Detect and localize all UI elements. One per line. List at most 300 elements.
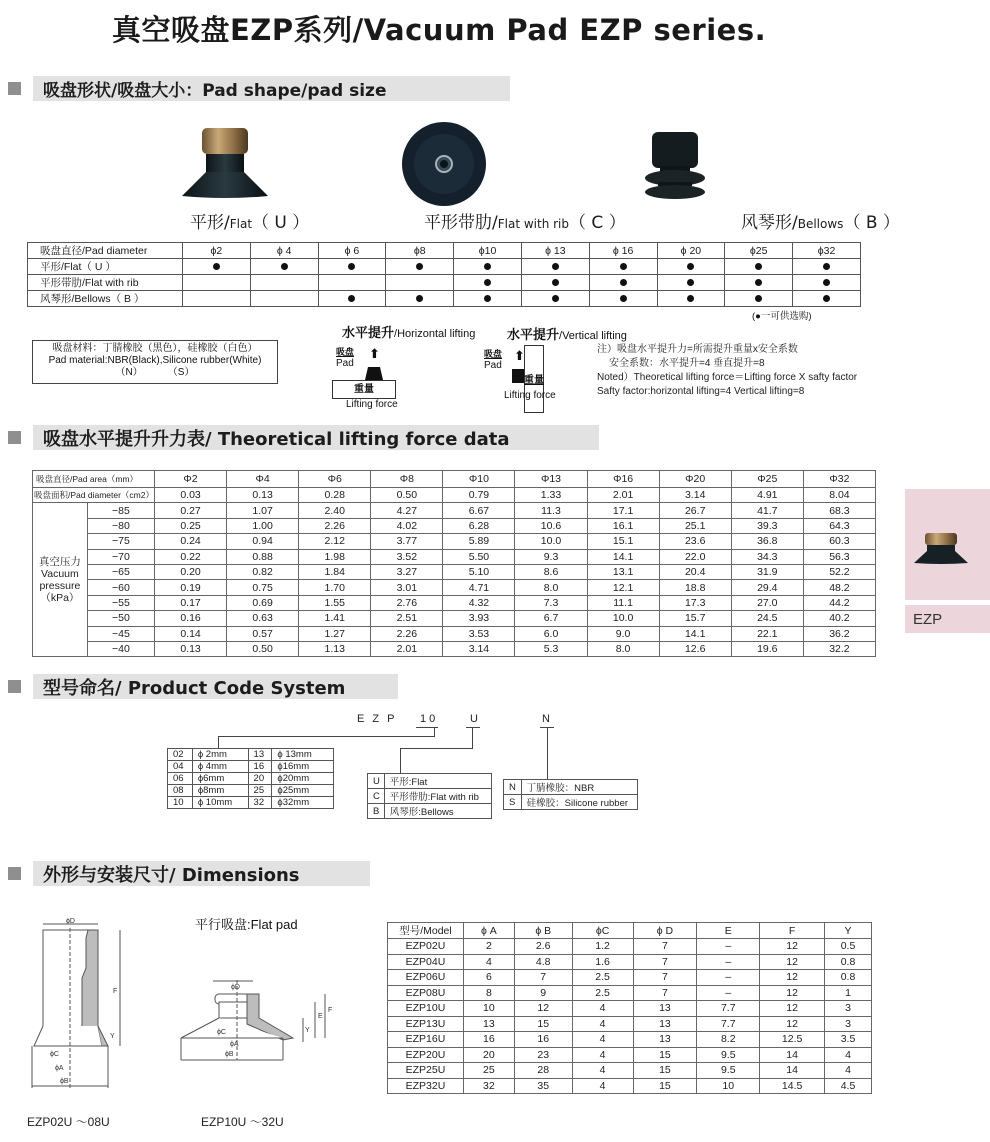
lifting-force-label: Lifting force <box>346 399 398 410</box>
available-dot-icon <box>552 279 559 286</box>
shape-code-cell: B <box>368 804 385 819</box>
svg-text:ϕD: ϕD <box>66 918 75 925</box>
dimensions-cell: 7 <box>633 939 697 955</box>
available-dot-icon <box>620 263 627 270</box>
section-header-force <box>8 425 599 450</box>
force-cell: 10.0 <box>587 611 659 626</box>
force-cell: 26.7 <box>659 503 731 518</box>
section-header-dimensions <box>8 861 370 886</box>
area-cell: 0.13 <box>227 488 299 503</box>
force-cell: 16.1 <box>587 518 659 533</box>
material-zh: 吸盘材料：丁腈橡胶（黑色），硅橡胶（白色） <box>52 343 258 354</box>
area-cell: 0.50 <box>371 488 443 503</box>
header-cell: ϕ 20 <box>657 243 725 259</box>
material-code-cell: 丁腈橡胶：NBR <box>521 780 637 795</box>
dimensions-cell: 15 <box>633 1078 697 1094</box>
dimensions-cell: 9.5 <box>697 1063 760 1079</box>
dimensions-cell: EZP16U <box>388 1032 464 1048</box>
material-code-table <box>503 779 638 810</box>
size-code-cell: 08 <box>168 785 193 797</box>
availability-row <box>28 275 861 291</box>
header-cell: ϕ 4 <box>250 243 318 259</box>
force-cell: 0.50 <box>227 641 299 656</box>
dimensions-row <box>388 1078 872 1094</box>
diameter-header: Φ4 <box>227 471 299 488</box>
svg-text:E: E <box>318 1013 323 1020</box>
force-cell: 0.63 <box>227 611 299 626</box>
area-cell: 0.28 <box>299 488 371 503</box>
dimensions-cell: 12 <box>760 985 825 1001</box>
force-cell: 1.41 <box>299 611 371 626</box>
header-cell: ϕ 16 <box>589 243 657 259</box>
force-cell: 19.6 <box>731 641 803 656</box>
force-cell: 13.1 <box>587 564 659 579</box>
availability-cell <box>725 291 793 307</box>
force-cell: 8.0 <box>587 641 659 656</box>
material-code-cell: N <box>504 780 522 795</box>
header-cell: ϕ 6 <box>318 243 386 259</box>
dimensions-cell: 4 <box>825 1063 872 1079</box>
force-cell: 0.25 <box>154 518 226 533</box>
dimensions-row <box>388 1047 872 1063</box>
force-cell: 14.1 <box>659 626 731 641</box>
pad-label-zh: 吸盘 <box>484 349 503 359</box>
diameter-header: Φ8 <box>371 471 443 488</box>
dimensions-cell: 12.5 <box>760 1032 825 1048</box>
dimensions-cell: 13 <box>633 1001 697 1017</box>
size-code-cell: ϕ16mm <box>272 761 334 773</box>
availability-cell <box>386 259 454 275</box>
dimensions-header-cell: ϕC <box>572 923 633 939</box>
available-dot-icon <box>620 295 627 302</box>
dimensions-cell: 16 <box>463 1032 514 1048</box>
dimensions-row <box>388 1016 872 1032</box>
shape-code-cell: 平形:Flat <box>384 774 491 789</box>
availability-cell <box>250 275 318 291</box>
header-cell: ϕ8 <box>386 243 454 259</box>
section-bullet-icon <box>8 680 21 693</box>
force-cell: 56.3 <box>803 549 875 564</box>
force-cell: 36.2 <box>803 626 875 641</box>
area-cell: 4.91 <box>731 488 803 503</box>
diameter-header: Φ25 <box>731 471 803 488</box>
availability-cell <box>454 275 522 291</box>
available-dot-icon <box>213 263 220 270</box>
availability-table <box>27 242 861 307</box>
size-code-table <box>167 748 334 809</box>
force-cell: 48.2 <box>803 580 875 595</box>
up-arrow-icon: ⬆ <box>514 348 525 363</box>
svg-text:ϕA: ϕA <box>55 1065 64 1072</box>
force-cell: 11.3 <box>515 503 587 518</box>
force-cell: 1.55 <box>299 595 371 610</box>
dimensions-cell: – <box>697 954 760 970</box>
material-code-cell: 硅橡胶：Silicone rubber <box>521 795 637 810</box>
force-cell: 1.13 <box>299 641 371 656</box>
availability-cell <box>386 275 454 291</box>
area-cell: 3.14 <box>659 488 731 503</box>
force-cell: 1.27 <box>299 626 371 641</box>
force-row <box>33 518 876 533</box>
section-header-shape <box>8 76 510 101</box>
availability-cell <box>454 291 522 307</box>
available-dot-icon <box>823 295 830 302</box>
force-cell: 6.7 <box>515 611 587 626</box>
dimensions-cell: 15 <box>633 1047 697 1063</box>
dimensions-cell: 0.8 <box>825 970 872 986</box>
force-cell: 32.2 <box>803 641 875 656</box>
section-bullet-icon <box>8 82 21 95</box>
force-cell: 4.32 <box>443 595 515 610</box>
dimensions-header-cell: 型号/Model <box>388 923 464 939</box>
force-cell: 17.1 <box>587 503 659 518</box>
dimensions-cell: 15 <box>514 1016 572 1032</box>
force-cell: 5.89 <box>443 534 515 549</box>
availability-cell <box>725 275 793 291</box>
header-cell: ϕ2 <box>182 243 250 259</box>
shape-label-flat: 平形/Flat（ U ） <box>190 213 310 233</box>
size-code-cell: ϕ25mm <box>272 785 334 797</box>
code-shape: U <box>470 713 478 725</box>
availability-cell <box>182 275 250 291</box>
force-cell: 36.8 <box>731 534 803 549</box>
svg-text:ϕD: ϕD <box>231 984 240 991</box>
size-code-cell: ϕ32mm <box>272 797 334 809</box>
force-cell: 22.1 <box>731 626 803 641</box>
shape-code-table <box>367 773 492 819</box>
dimensions-cell: 14 <box>760 1063 825 1079</box>
availability-row <box>28 259 861 275</box>
force-cell: 2.51 <box>371 611 443 626</box>
availability-cell <box>454 259 522 275</box>
header-cell: ϕ 13 <box>521 243 589 259</box>
dimensions-cell: 4 <box>572 1078 633 1094</box>
dimensions-cell: 6 <box>463 970 514 986</box>
force-cell: 3.14 <box>443 641 515 656</box>
force-cell: 5.3 <box>515 641 587 656</box>
note-line: Safty factor:horizontal lifting=4 Vertical lifting=8 <box>597 386 805 397</box>
force-area-row <box>33 488 876 503</box>
force-cell: 41.7 <box>731 503 803 518</box>
force-cell: 3.93 <box>443 611 515 626</box>
availability-cell <box>318 259 386 275</box>
dimensions-header-cell: ϕ B <box>514 923 572 939</box>
dimensions-cell: 23 <box>514 1047 572 1063</box>
dimensions-cell: – <box>697 985 760 1001</box>
force-cell: 0.16 <box>154 611 226 626</box>
pressure-cell: −40 <box>87 641 154 656</box>
ezp-pad-thumbnail <box>905 489 990 600</box>
pad-shape-icon <box>512 369 524 383</box>
svg-text:ϕA: ϕA <box>230 1041 239 1048</box>
force-header-row <box>33 471 876 488</box>
pad-label-en: Pad <box>484 360 502 371</box>
area-cell: 1.33 <box>515 488 587 503</box>
force-cell: 9.3 <box>515 549 587 564</box>
force-cell: 44.2 <box>803 595 875 610</box>
dimensions-cell: 4 <box>825 1047 872 1063</box>
svg-text:Y: Y <box>305 1027 310 1034</box>
force-cell: 4.02 <box>371 518 443 533</box>
availability-cell <box>182 259 250 275</box>
dimensions-cell: 13 <box>463 1016 514 1032</box>
note-line: 注）吸盘水平提升力=所需提升重量x安全系数 <box>597 344 798 355</box>
row-label: 风琴形/Bellows（ B ） <box>28 291 183 307</box>
note-line: Noted）Theoretical lifting force＝Lifting force X safty factor <box>597 372 858 383</box>
available-dot-icon <box>348 295 355 302</box>
availability-cell <box>589 291 657 307</box>
shape-code-cell: 平形带肋:Flat with rib <box>384 789 491 804</box>
dimensions-cell: 4 <box>572 1016 633 1032</box>
available-dot-icon <box>823 279 830 286</box>
dimensions-cell: 4.5 <box>825 1078 872 1094</box>
pressure-cell: −55 <box>87 595 154 610</box>
svg-text:Y: Y <box>110 1033 115 1040</box>
dimensions-cell: 0.8 <box>825 954 872 970</box>
dimensions-cell: 13 <box>633 1032 697 1048</box>
availability-row <box>28 291 861 307</box>
shape-code-row <box>368 774 492 789</box>
force-cell: 68.3 <box>803 503 875 518</box>
availability-cell <box>386 291 454 307</box>
size-code-cell: ϕ20mm <box>272 773 334 785</box>
dimensions-row <box>388 954 872 970</box>
size-code-cell: 25 <box>248 785 272 797</box>
weight-box: 重量 <box>332 380 396 399</box>
force-cell: 0.17 <box>154 595 226 610</box>
dimensions-cell: 14.5 <box>760 1078 825 1094</box>
force-cell: 52.2 <box>803 564 875 579</box>
dimensions-cell: 2.6 <box>514 939 572 955</box>
size-code-cell: 13 <box>248 749 272 761</box>
dimensions-cell: 7 <box>633 985 697 1001</box>
force-cell: 0.57 <box>227 626 299 641</box>
dimensions-cell: 4 <box>572 1032 633 1048</box>
size-code-cell: ϕ 4mm <box>192 761 248 773</box>
dimensions-cell: 7 <box>633 970 697 986</box>
pressure-cell: −75 <box>87 534 154 549</box>
area-cell: 0.79 <box>443 488 515 503</box>
force-cell: 0.19 <box>154 580 226 595</box>
lifting-notes <box>597 343 857 399</box>
dimensions-cell: 20 <box>463 1047 514 1063</box>
force-cell: 24.5 <box>731 611 803 626</box>
available-dot-icon <box>416 263 423 270</box>
force-row <box>33 595 876 610</box>
dimensions-cell: 1 <box>825 985 872 1001</box>
area-cell: 8.04 <box>803 488 875 503</box>
row-label: 平形带肋/Flat with rib <box>28 275 183 291</box>
force-row <box>33 580 876 595</box>
lifting-force-label: Lifting force <box>504 390 556 401</box>
dimensions-header-cell: E <box>697 923 760 939</box>
small-pad-drawing <box>30 918 130 1098</box>
availability-cell <box>589 275 657 291</box>
up-arrow-icon: ⬆ <box>369 346 380 361</box>
availability-cell <box>250 291 318 307</box>
available-dot-icon <box>755 279 762 286</box>
dimensions-header-row <box>388 923 872 939</box>
available-dot-icon <box>823 263 830 270</box>
force-cell: 0.27 <box>154 503 226 518</box>
force-cell: 25.1 <box>659 518 731 533</box>
dimensions-cell: 10 <box>463 1001 514 1017</box>
availability-cell <box>521 291 589 307</box>
availability-cell <box>725 259 793 275</box>
dimensions-row <box>388 1032 872 1048</box>
row-label: 平形/Flat（ U ） <box>28 259 183 275</box>
availability-legend: (●一可供选购) <box>752 311 812 322</box>
side-tab-photo <box>905 489 990 600</box>
size-code-row <box>168 785 334 797</box>
force-cell: 12.1 <box>587 580 659 595</box>
dimensions-cell: 25 <box>463 1063 514 1079</box>
shape-code-cell: U <box>368 774 385 789</box>
caption-small-pads: EZP02U ～08U <box>27 1115 110 1129</box>
force-row <box>33 534 876 549</box>
dimensions-cell: 35 <box>514 1078 572 1094</box>
force-cell: 29.4 <box>731 580 803 595</box>
dimensions-cell: 1.6 <box>572 954 633 970</box>
force-cell: 11.1 <box>587 595 659 610</box>
svg-text:ϕB: ϕB <box>225 1051 234 1058</box>
force-cell: 6.0 <box>515 626 587 641</box>
force-cell: 27.0 <box>731 595 803 610</box>
dimensions-cell: 7.7 <box>697 1001 760 1017</box>
force-cell: 20.4 <box>659 564 731 579</box>
dimensions-cell: 28 <box>514 1063 572 1079</box>
available-dot-icon <box>620 279 627 286</box>
size-code-cell: ϕ6mm <box>192 773 248 785</box>
force-cell: 39.3 <box>731 518 803 533</box>
force-cell: 31.9 <box>731 564 803 579</box>
material-code-row <box>504 795 638 810</box>
diameter-header: Φ16 <box>587 471 659 488</box>
area-cell: 2.01 <box>587 488 659 503</box>
diameter-header: Φ6 <box>299 471 371 488</box>
code-material: N <box>542 713 550 725</box>
header-cell: ϕ10 <box>454 243 522 259</box>
available-dot-icon <box>687 279 694 286</box>
material-code-cell: S <box>504 795 522 810</box>
dimensions-header-cell: Y <box>825 923 872 939</box>
diameter-header: Φ10 <box>443 471 515 488</box>
code-size: 10 <box>420 713 439 725</box>
force-cell: 0.88 <box>227 549 299 564</box>
force-cell: 18.8 <box>659 580 731 595</box>
dimensions-table <box>387 922 872 1094</box>
force-cell: 1.98 <box>299 549 371 564</box>
area-cell: 0.03 <box>154 488 226 503</box>
force-cell: 0.13 <box>154 641 226 656</box>
force-cell: 2.12 <box>299 534 371 549</box>
dimensions-cell: 2.5 <box>572 970 633 986</box>
dimensions-cell: 4 <box>572 1047 633 1063</box>
dimensions-cell: 12 <box>514 1001 572 1017</box>
section-title-dimensions: 外形与安装尺寸/ Dimensions <box>33 861 370 886</box>
available-dot-icon <box>416 295 423 302</box>
force-cell: 60.3 <box>803 534 875 549</box>
size-code-cell: 10 <box>168 797 193 809</box>
vertical-lifting-title: 水平提升/Vertical lifting <box>507 327 627 342</box>
side-tab-label[interactable]: EZP <box>905 605 990 633</box>
available-dot-icon <box>687 263 694 270</box>
force-cell: 6.28 <box>443 518 515 533</box>
force-cell: 1.00 <box>227 518 299 533</box>
flat-rib-pad-photo <box>400 122 490 208</box>
size-code-cell: ϕ8mm <box>192 785 248 797</box>
available-dot-icon <box>552 263 559 270</box>
size-code-cell: ϕ 2mm <box>192 749 248 761</box>
section-title-shape: 吸盘形状/吸盘大小：Pad shape/pad size <box>33 76 510 101</box>
size-code-row <box>168 773 334 785</box>
dimensions-cell: 7.7 <box>697 1016 760 1032</box>
dimensions-cell: 9.5 <box>697 1047 760 1063</box>
dimensions-row <box>388 985 872 1001</box>
availability-cell <box>521 259 589 275</box>
dimensions-cell: 12 <box>760 970 825 986</box>
available-dot-icon <box>755 263 762 270</box>
dimensions-cell: 0.5 <box>825 939 872 955</box>
dimensions-cell: 16 <box>514 1032 572 1048</box>
size-code-cell: 04 <box>168 761 193 773</box>
dimensions-row <box>388 1001 872 1017</box>
availability-cell <box>521 275 589 291</box>
availability-cell <box>793 291 861 307</box>
flat-pad-title: 平行吸盘:Flat pad <box>195 917 298 932</box>
size-code-cell: 02 <box>168 749 193 761</box>
vertical-lifting-diagram <box>484 345 574 415</box>
horizontal-lifting-title: 水平提升/Horizontal lifting <box>342 325 476 340</box>
force-cell: 14.1 <box>587 549 659 564</box>
pressure-cell: −45 <box>87 626 154 641</box>
svg-text:ϕC: ϕC <box>217 1029 226 1036</box>
size-code-cell: 32 <box>248 797 272 809</box>
dimensions-cell: 13 <box>633 1016 697 1032</box>
force-cell: 1.07 <box>227 503 299 518</box>
force-cell: 8.6 <box>515 564 587 579</box>
dimensions-cell: 15 <box>633 1063 697 1079</box>
available-dot-icon <box>281 263 288 270</box>
shape-label-bellows: 风琴形/Bellows（ B ） <box>741 213 900 233</box>
available-dot-icon <box>484 295 491 302</box>
dimensions-cell: 2 <box>463 939 514 955</box>
force-cell: 12.6 <box>659 641 731 656</box>
flat-pad-photo <box>170 122 280 202</box>
diameter-header: Φ32 <box>803 471 875 488</box>
section-bullet-icon <box>8 867 21 880</box>
availability-cell <box>589 259 657 275</box>
material-en: Pad material:NBR(Black),Silicone rubber(White) <box>48 355 262 366</box>
force-cell: 3.01 <box>371 580 443 595</box>
dimensions-cell: 4 <box>572 1063 633 1079</box>
force-cell: 0.69 <box>227 595 299 610</box>
pressure-cell: −60 <box>87 580 154 595</box>
dimensions-cell: 3 <box>825 1016 872 1032</box>
material-box <box>32 340 278 384</box>
available-dot-icon <box>755 295 762 302</box>
dimensions-header-cell: ϕ D <box>633 923 697 939</box>
force-cell: 10.6 <box>515 518 587 533</box>
header-cell: 吸盘直径/Pad diameter <box>28 243 183 259</box>
dimensions-cell: EZP20U <box>388 1047 464 1063</box>
size-code-cell: ϕ 10mm <box>192 797 248 809</box>
force-cell: 3.52 <box>371 549 443 564</box>
availability-cell <box>318 291 386 307</box>
material-code-row <box>504 780 638 795</box>
size-code-cell: 06 <box>168 773 193 785</box>
force-cell: 3.27 <box>371 564 443 579</box>
